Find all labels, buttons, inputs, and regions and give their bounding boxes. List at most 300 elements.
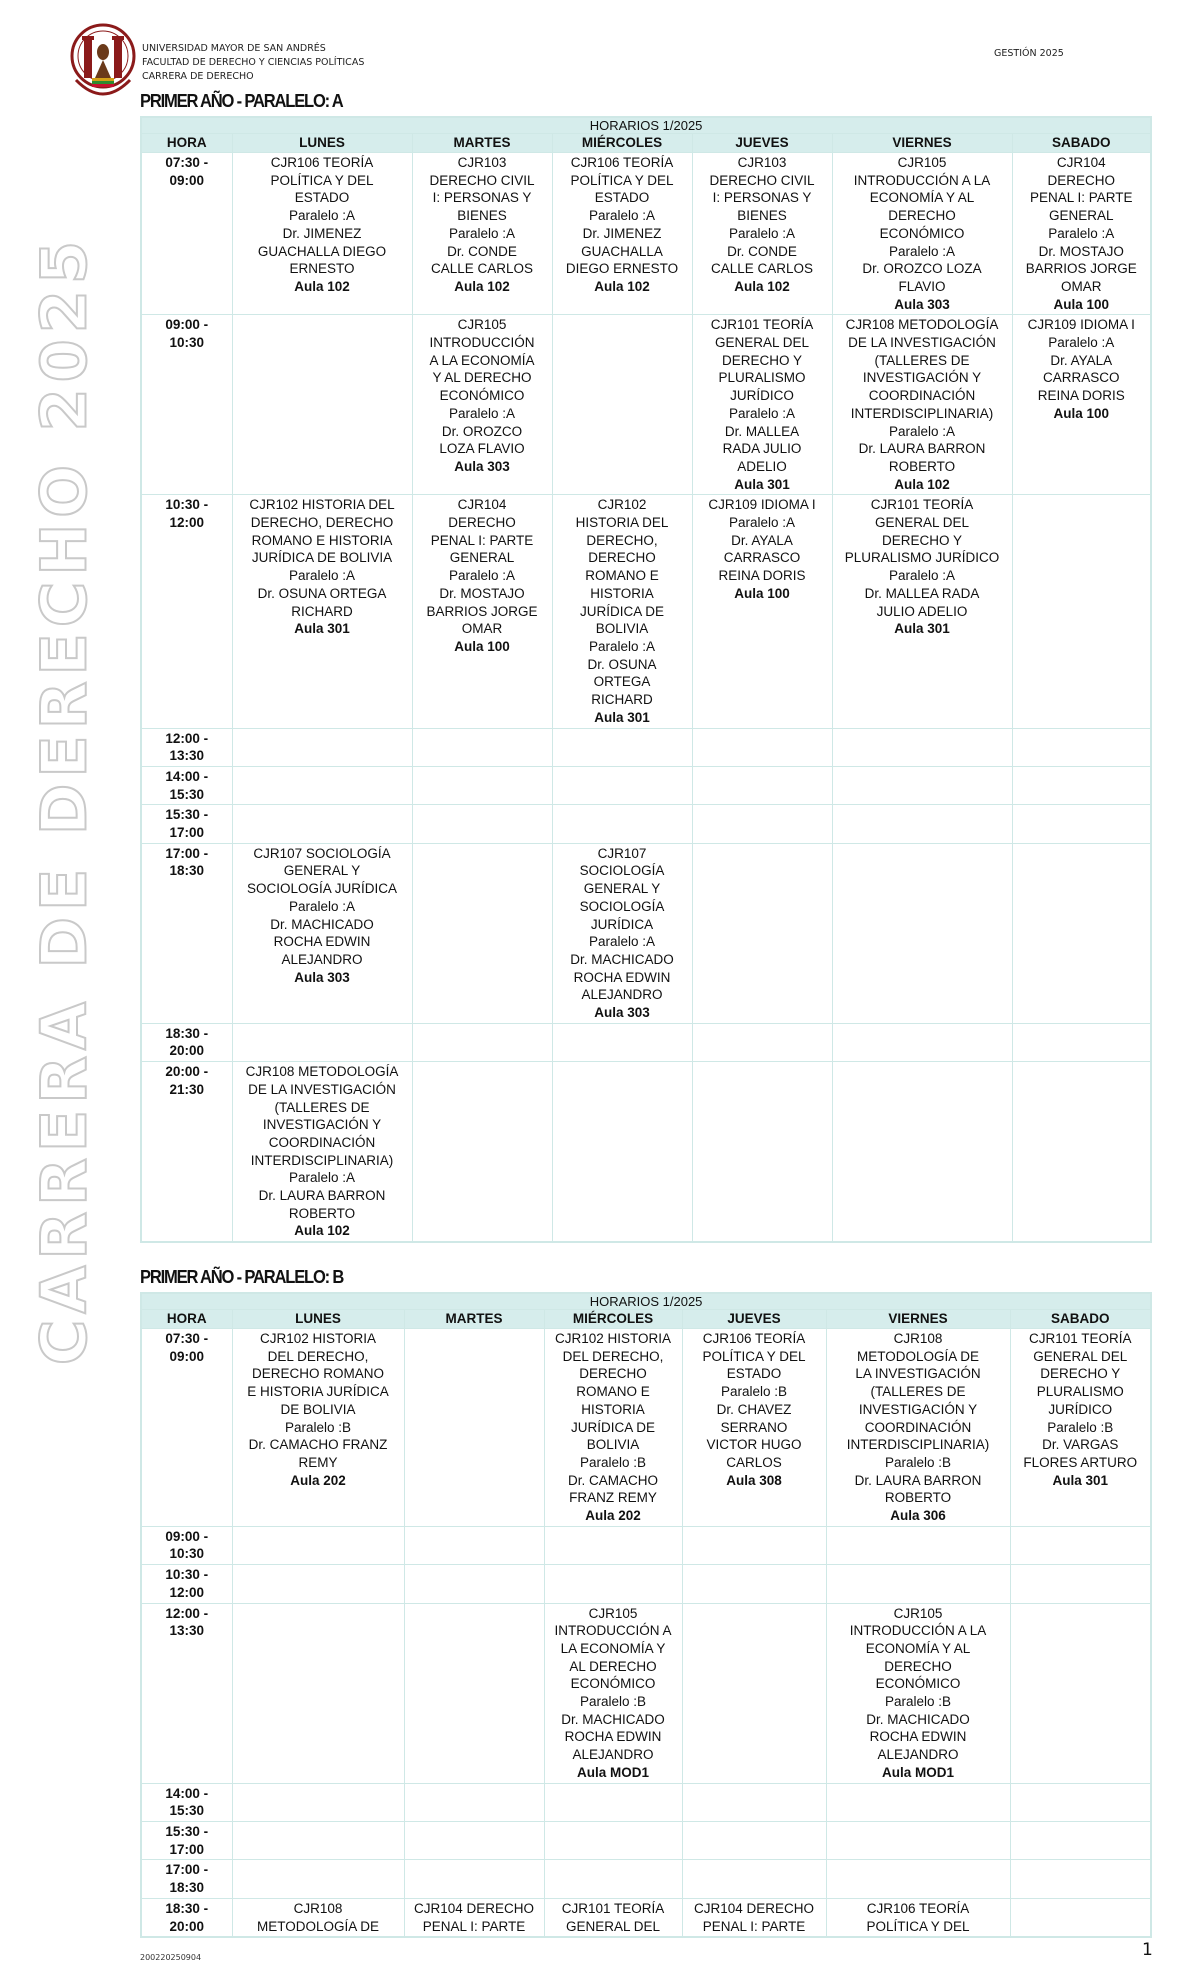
empty-cell [412, 843, 552, 1023]
class-info-line: JURÍDICA DE BOLIVIA [251, 550, 393, 566]
day-header: MIÉRCOLES [552, 134, 692, 153]
document-code: 200220250904 [140, 1953, 202, 1962]
class-info-line: Dr. OROZCO [441, 423, 523, 439]
table-row [141, 1565, 1151, 1603]
class-info-line: CALLE CARLOS [710, 261, 814, 277]
class-info-line: ROMANO E HISTORIA [251, 532, 393, 548]
class-info-line: GENERAL [449, 550, 515, 566]
empty-cell [1012, 1023, 1151, 1061]
class-info-line: DIEGO ERNESTO [565, 261, 679, 277]
class-info-line: LA INVESTIGACIÓN [855, 1366, 981, 1382]
empty-cell [412, 1062, 552, 1243]
class-info-line: ROCHA EDWIN [273, 934, 371, 950]
class-cell [1012, 153, 1151, 315]
class-info-line: CJR105 [893, 1605, 943, 1621]
schedule-table-paralelo-a [140, 116, 1152, 1243]
section-title-paralelo-b: PRIMER AÑO - PARALELO: B [140, 1267, 344, 1287]
class-info-line: GUACHALLA [581, 243, 663, 259]
day-header: MARTES [404, 1310, 544, 1329]
empty-cell [832, 1062, 1012, 1243]
time-slot-line: 07:30 - [165, 155, 209, 170]
class-info-line: ROMANO E [585, 568, 659, 584]
class-cell [552, 153, 692, 315]
empty-cell [682, 1860, 826, 1898]
class-info-line: Paralelo :B [579, 1454, 647, 1470]
class-info-line: CARRASCO [723, 550, 801, 566]
class-info-line: DEL DERECHO, [562, 1348, 664, 1364]
empty-cell [404, 1860, 544, 1898]
class-info-line: PENAL I: PARTE [422, 1918, 526, 1934]
class-info-line: CJR101 TEORÍA [1029, 1331, 1132, 1346]
empty-cell [544, 1526, 682, 1564]
class-info-line: Paralelo :A [448, 225, 516, 241]
class-info-line: GENERAL [1049, 208, 1114, 224]
empty-cell [544, 1821, 682, 1859]
class-info-line: Dr. OSUNA ORTEGA [257, 585, 387, 601]
class-info-line: INTRODUCCIÓN [429, 335, 535, 351]
class-cell [232, 495, 412, 728]
class-info-line: JURÍDICO [1048, 1401, 1113, 1417]
empty-cell [232, 1603, 404, 1783]
class-info-line: INTRODUCCIÓN A LA [853, 172, 991, 188]
class-info-line: INTRODUCCIÓN A LA [849, 1623, 987, 1639]
time-slot [141, 1329, 232, 1527]
empty-cell [232, 315, 412, 495]
class-info-line: Dr. MOSTAJO [1038, 243, 1124, 259]
table-row [141, 766, 1151, 804]
class-info-line: CJR107 [597, 845, 647, 861]
empty-cell [232, 1783, 404, 1821]
empty-cell [1010, 1783, 1151, 1821]
empty-cell [404, 1526, 544, 1564]
class-info-line: INVESTIGACIÓN Y [858, 1401, 978, 1417]
time-slot-line: 18:30 [169, 1880, 205, 1896]
class-info-line: RICHARD [291, 603, 353, 619]
class-info-line: ROBERTO [888, 458, 956, 474]
classroom-label: Aula 301 [1052, 1472, 1109, 1488]
table-row [141, 315, 1151, 495]
class-info-line: CJR105 [588, 1605, 638, 1621]
class-info-line: Paralelo :B [1047, 1419, 1114, 1435]
class-info-line: ORTEGA [593, 674, 651, 690]
class-info-line: AL DERECHO [569, 1658, 657, 1674]
class-info-line: SOCIOLOGÍA [579, 863, 665, 879]
class-info-line: DERECHO CIVIL [709, 172, 815, 188]
class-info-line: VICTOR HUGO [706, 1437, 802, 1453]
time-slot-line: 18:30 - [165, 1025, 209, 1041]
time-slot-line: 09:00 [169, 172, 205, 188]
empty-cell [232, 1860, 404, 1898]
empty-cell [1010, 1565, 1151, 1603]
class-info-line: CJR103 [737, 155, 787, 170]
class-info-line: ECONÓMICO [570, 1676, 656, 1692]
class-info-line: METODOLOGÍA DE [256, 1918, 380, 1934]
class-cell [552, 843, 692, 1023]
empty-cell [692, 728, 832, 766]
class-cell [412, 153, 552, 315]
class-info-line: FLAVIO [898, 278, 946, 294]
table-row [141, 1603, 1151, 1783]
time-slot-line: 14:00 - [165, 768, 209, 784]
empty-cell [826, 1783, 1010, 1821]
class-info-line: I: PERSONAS Y [432, 190, 532, 206]
class-info-line: PENAL I: PARTE [702, 1918, 806, 1934]
class-info-line: CJR109 IDIOMA I [1027, 317, 1135, 333]
class-info-line: BIENES [457, 208, 507, 224]
class-info-line: POLÍTICA Y DEL [270, 172, 374, 188]
class-info-line: DERECHO ROMANO [251, 1366, 384, 1382]
classroom-label: Aula 301 [594, 709, 650, 725]
classroom-label: Aula 301 [294, 621, 350, 637]
empty-cell [404, 1783, 544, 1821]
class-info-line: FRANZ REMY [569, 1490, 657, 1506]
table-row [141, 153, 1151, 315]
class-info-line: Paralelo :A [588, 934, 656, 950]
class-info-line: DERECHO Y [881, 532, 963, 548]
career-name: CARRERA DE DERECHO [142, 71, 254, 82]
classroom-label: Aula 100 [1053, 405, 1110, 421]
class-info-line: Dr. AYALA [731, 532, 793, 548]
class-info-line: GENERAL DEL [565, 1918, 661, 1934]
classroom-label: Aula 303 [894, 296, 950, 312]
empty-cell [832, 805, 1012, 843]
class-info-line: Dr. LAURA BARRON [858, 441, 986, 457]
class-info-line: DERECHO [884, 1658, 952, 1674]
class-info-line: Dr. VARGAS [1042, 1437, 1119, 1453]
table-row [141, 843, 1151, 1023]
class-info-line: GUACHALLA DIEGO [257, 243, 387, 259]
empty-cell [1010, 1821, 1151, 1859]
empty-cell [552, 315, 692, 495]
class-info-line: (TALLERES DE [874, 352, 970, 368]
class-info-line: SOCIOLOGÍA [579, 898, 665, 914]
empty-cell [826, 1565, 1010, 1603]
class-info-line: GENERAL DEL [874, 515, 970, 531]
class-cell [826, 1329, 1010, 1527]
class-info-line: DE LA INVESTIGACIÓN [248, 1081, 396, 1097]
day-header: LUNES [232, 134, 412, 153]
class-info-line: JURÍDICA DE [579, 603, 664, 619]
class-cell [552, 495, 692, 728]
class-info-line: Paralelo :A [288, 1170, 356, 1186]
class-info-line: Dr. OROZCO LOZA [862, 261, 982, 277]
class-info-line: ALEJANDRO [281, 951, 363, 967]
class-info-line: OMAR [1061, 278, 1102, 294]
empty-cell [404, 1603, 544, 1783]
class-info-line: Paralelo :A [1048, 225, 1115, 241]
empty-cell [692, 843, 832, 1023]
time-slot [141, 315, 232, 495]
classroom-label: Aula 303 [594, 1005, 650, 1021]
day-header: HORA [141, 134, 232, 153]
time-slot [141, 495, 232, 728]
time-slot-line: 12:00 - [165, 730, 209, 746]
empty-cell [1012, 843, 1151, 1023]
time-slot-line: 13:30 [169, 748, 205, 764]
institution-header [142, 42, 364, 84]
class-info-line: CJR102 HISTORIA [259, 1331, 377, 1346]
class-info-line: JURÍDICA [590, 916, 654, 932]
empty-cell [832, 1023, 1012, 1061]
time-slot-line: 21:30 [169, 1081, 205, 1097]
class-info-line: LA ECONOMÍA Y [560, 1640, 666, 1656]
class-cell [232, 1062, 412, 1243]
class-info-line: REINA DORIS [1037, 388, 1125, 404]
class-info-line: PLURALISMO JURÍDICO [844, 550, 1000, 566]
class-info-line: INTERDISCIPLINARIA) [250, 1152, 394, 1168]
class-cell [832, 153, 1012, 315]
table-row [141, 1860, 1151, 1898]
class-info-line: CJR101 TEORÍA [710, 317, 814, 333]
empty-cell [232, 1565, 404, 1603]
empty-cell [682, 1565, 826, 1603]
classroom-label: Aula 102 [294, 278, 350, 294]
class-info-line: FLORES ARTURO [1023, 1454, 1138, 1470]
class-info-line: ECONÓMICO [879, 225, 965, 241]
class-info-line: RICHARD [591, 692, 653, 708]
empty-cell [1012, 1062, 1151, 1243]
class-info-line: ROBERTO [288, 1205, 356, 1221]
time-slot-line: 20:00 [169, 1043, 205, 1059]
class-info-line: Dr. MACHICADO [866, 1711, 970, 1727]
class-info-line: CJR106 TEORÍA [270, 155, 374, 170]
time-slot-line: 17:00 [169, 1841, 205, 1857]
class-info-line: Dr. CHAVEZ [716, 1401, 792, 1417]
class-info-line: INVESTIGACIÓN Y [862, 370, 982, 386]
class-info-line: ADELIO [737, 458, 787, 474]
class-cell [1010, 1329, 1151, 1527]
time-slot-line: 09:00 [169, 1348, 205, 1364]
class-info-line: GENERAL DEL [714, 335, 810, 351]
empty-cell [1012, 495, 1151, 728]
empty-cell [412, 728, 552, 766]
class-info-line: JURÍDICO [730, 388, 794, 404]
time-slot-line: 18:30 [169, 863, 205, 879]
university-name: UNIVERSIDAD MAYOR DE SAN ANDRÉS [142, 43, 326, 54]
empty-cell [826, 1821, 1010, 1859]
empty-cell [692, 805, 832, 843]
university-crest-logo [70, 16, 136, 112]
empty-cell [1010, 1860, 1151, 1898]
class-info-line: Paralelo :A [448, 568, 516, 584]
class-info-line: CJR109 IDIOMA I [708, 497, 816, 513]
class-info-line: CJR102 HISTORIA DEL [249, 497, 395, 513]
classroom-label: Aula 202 [585, 1508, 641, 1524]
time-slot-line: 10:30 - [165, 497, 209, 513]
day-header-row [141, 1310, 1151, 1329]
time-slot-line: 15:30 - [165, 1823, 209, 1839]
empty-cell [232, 766, 412, 804]
empty-cell [1012, 805, 1151, 843]
empty-cell [552, 766, 692, 804]
class-info-line: DERECHO [588, 550, 656, 566]
class-info-line: CJR104 [457, 497, 507, 513]
empty-cell [552, 1062, 692, 1243]
class-info-line: REINA DORIS [718, 568, 806, 584]
class-info-line: COORDINACIÓN [864, 1419, 972, 1435]
class-info-line: POLÍTICA Y DEL [702, 1348, 806, 1364]
classroom-label: Aula 301 [894, 621, 950, 637]
empty-cell [832, 843, 1012, 1023]
page-number: 1 [1142, 1940, 1153, 1960]
empty-cell [544, 1783, 682, 1821]
time-slot-line: 17:00 [169, 825, 205, 841]
watermark-text: CARRERA DE DERECHO 2025 [27, 234, 101, 1366]
classroom-label: Aula 102 [734, 278, 790, 294]
time-slot-line: 14:00 - [165, 1785, 209, 1801]
gestion-label: GESTIÓN 2025 [994, 48, 1064, 59]
class-info-line: Paralelo :B [720, 1384, 788, 1400]
class-info-line: ALEJANDRO [877, 1747, 959, 1763]
class-info-line: DERECHO, DERECHO [250, 515, 394, 531]
class-info-line: ESTADO [594, 190, 650, 206]
time-slot [141, 843, 232, 1023]
class-cell [692, 315, 832, 495]
class-info-line: OMAR [461, 621, 503, 637]
empty-cell [1010, 1526, 1151, 1564]
class-info-line: LOZA FLAVIO [439, 441, 525, 457]
class-info-line: PENAL I: PARTE [430, 532, 534, 548]
class-info-line: HISTORIA DEL [575, 515, 669, 531]
class-cell [544, 1898, 682, 1937]
time-slot-line: 09:00 - [165, 317, 209, 333]
class-info-line: Dr. LAURA BARRON [258, 1188, 386, 1204]
class-info-line: DERECHO [579, 1366, 647, 1382]
class-info-line: CJR101 TEORÍA [870, 497, 974, 513]
class-info-line: DERECHO Y [1040, 1366, 1121, 1382]
class-info-line: CJR107 SOCIOLOGÍA [253, 845, 391, 861]
table-row [141, 1329, 1151, 1527]
day-header: JUEVES [692, 134, 832, 153]
empty-cell [682, 1526, 826, 1564]
class-info-line: Dr. JIMENEZ [582, 225, 662, 241]
time-slot-line: 07:30 - [165, 1331, 209, 1346]
classroom-label: Aula 301 [734, 476, 790, 492]
empty-cell [682, 1821, 826, 1859]
time-slot [141, 1860, 232, 1898]
class-info-line: CJR101 TEORÍA [561, 1900, 665, 1916]
table-row [141, 1783, 1151, 1821]
time-slot [141, 766, 232, 804]
class-info-line: ROCHA EDWIN [564, 1729, 662, 1745]
class-info-line: A LA ECONOMÍA [429, 352, 535, 368]
class-info-line: ESTADO [294, 190, 350, 206]
class-info-line: PLURALISMO [718, 370, 806, 386]
class-cell [692, 495, 832, 728]
class-info-line: Paralelo :A [588, 208, 656, 224]
day-header: JUEVES [682, 1310, 826, 1329]
time-slot-line: 12:00 [169, 515, 205, 531]
class-info-line: ECONÓMICO [439, 388, 525, 404]
class-info-line: CJR102 [597, 497, 647, 513]
time-slot-line: 09:00 - [165, 1528, 209, 1544]
class-info-line: CJR104 DERECHO [693, 1900, 815, 1916]
time-slot [141, 1565, 232, 1603]
time-slot [141, 728, 232, 766]
class-cell [832, 495, 1012, 728]
schedule-table-paralelo-b [140, 1292, 1152, 1938]
empty-cell [404, 1565, 544, 1603]
empty-cell [1010, 1898, 1151, 1937]
class-info-line: Dr. MACHICADO [270, 916, 374, 932]
class-info-line: ECONÓMICO [875, 1676, 961, 1692]
table-row [141, 1062, 1151, 1243]
class-info-line: CARLOS [726, 1454, 782, 1470]
class-info-line: ROCHA EDWIN [869, 1729, 967, 1745]
empty-cell [682, 1783, 826, 1821]
time-slot [141, 153, 232, 315]
classroom-label: Aula 306 [890, 1508, 946, 1524]
class-info-line: ROCHA EDWIN [573, 969, 671, 985]
class-info-line: CJR108 [293, 1900, 343, 1916]
class-info-line: CALLE CARLOS [430, 261, 534, 277]
class-info-line: CJR108 METODOLOGÍA [245, 1064, 399, 1080]
class-info-line: (TALLERES DE [274, 1099, 370, 1115]
class-info-line: I: PERSONAS Y [712, 190, 812, 206]
class-info-line: INVESTIGACIÓN Y [262, 1117, 382, 1133]
empty-cell [692, 1062, 832, 1243]
empty-cell [232, 1526, 404, 1564]
class-cell [232, 1329, 404, 1527]
class-info-line: BIENES [737, 208, 787, 224]
time-slot-line: 20:00 [169, 1918, 205, 1934]
class-info-line: HISTORIA [581, 1401, 645, 1417]
class-info-line: Paralelo :A [728, 405, 796, 421]
class-info-line: Dr. LAURA BARRON [854, 1472, 982, 1488]
class-info-line: ALEJANDRO [572, 1747, 654, 1763]
class-info-line: DERECHO CIVIL [429, 172, 535, 188]
empty-cell [404, 1329, 544, 1527]
class-info-line: HISTORIA [590, 585, 654, 601]
empty-cell [412, 1023, 552, 1061]
class-cell [544, 1329, 682, 1527]
class-info-line: Dr. MALLEA RADA [864, 585, 980, 601]
class-info-line: ESTADO [726, 1366, 782, 1382]
classroom-label: Aula 102 [454, 278, 510, 294]
class-info-line: ECONOMÍA Y AL [869, 190, 975, 206]
class-cell [682, 1898, 826, 1937]
class-info-line: CJR105 [457, 317, 507, 333]
class-info-line: Paralelo :A [728, 515, 796, 531]
class-cell [404, 1898, 544, 1937]
section-title-paralelo-a: PRIMER AÑO - PARALELO: A [140, 91, 343, 111]
class-info-line: GENERAL Y [583, 881, 661, 897]
empty-cell [832, 728, 1012, 766]
class-info-line: Paralelo :B [884, 1454, 952, 1470]
class-info-line: BOLIVIA [586, 1437, 640, 1453]
class-info-line: CJR106 TEORÍA [866, 1900, 970, 1916]
class-info-line: Paralelo :A [1048, 335, 1115, 351]
class-info-line: CJR104 [1056, 155, 1106, 170]
time-slot-line: 10:30 [169, 1546, 205, 1562]
class-cell [1012, 315, 1151, 495]
day-header: MIÉRCOLES [544, 1310, 682, 1329]
class-info-line: DERECHO [888, 208, 956, 224]
classroom-label: Aula 303 [454, 458, 510, 474]
classroom-label: Aula 303 [294, 969, 350, 985]
class-info-line: GENERAL Y [283, 863, 361, 879]
time-slot [141, 1783, 232, 1821]
class-cell [544, 1603, 682, 1783]
class-info-line: Paralelo :B [284, 1419, 352, 1435]
class-info-line: Dr. CONDE [447, 243, 517, 259]
class-info-line: Dr. CONDE [727, 243, 797, 259]
time-slot-line: 15:30 [169, 1803, 205, 1819]
day-header-row [141, 134, 1151, 153]
class-cell [412, 315, 552, 495]
class-info-line: CJR108 METODOLOGÍA [845, 317, 999, 333]
class-info-line: BARRIOS JORGE [426, 603, 538, 619]
